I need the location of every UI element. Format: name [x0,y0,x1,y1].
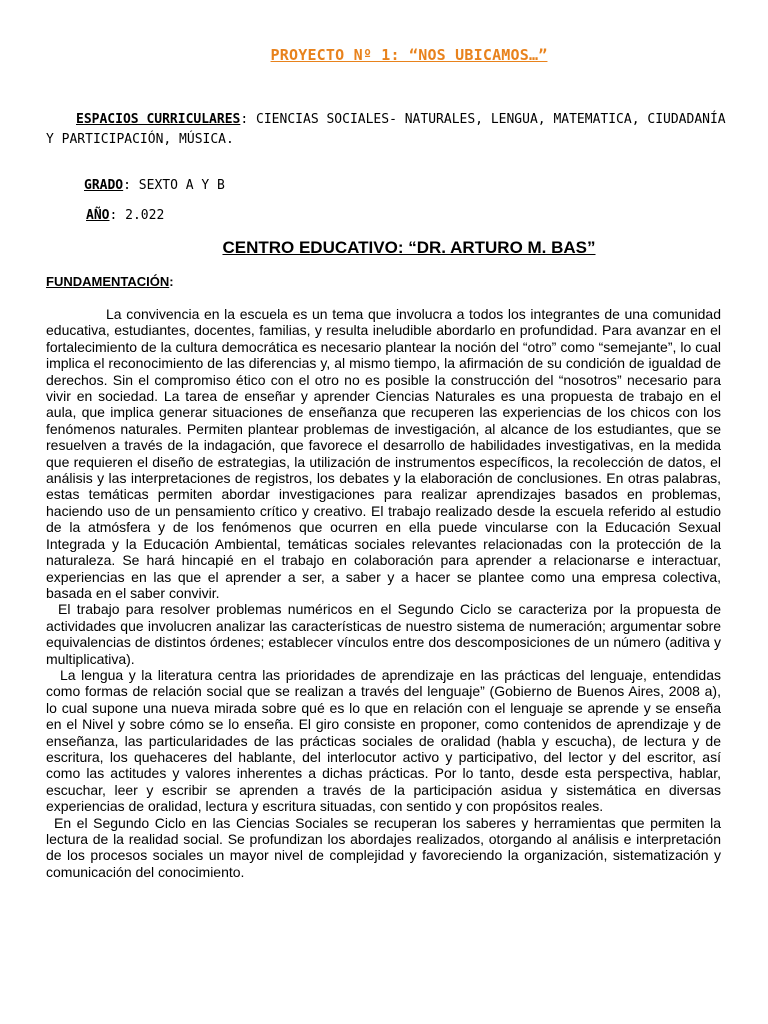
curricular-spaces-value: : CIENCIAS SOCIALES- NATURALES, LENGUA, MATEMATICA, CIUDADANÍA Y PARTICIPACIÓN, MÚSICA. [46,112,726,147]
year-value: : 2.022 [109,208,165,223]
project-title: PROYECTO Nº 1: “NOS UBICAMOS…” [270,46,548,64]
body-text [46,306,721,880]
paragraph-convivencia: La convivencia en la escuela es un tema que involucra a todos los integrantes de una comunidad educativa, estudiantes, docentes, familias, y resulta ineludible abordarlo en profundidad. Para avanzar en el fortalecimiento de la cultura democrática es necesario plantear la noción del “otro” como “semejante”, lo cual implica el reconocimiento de las diferencias y, al mismo tiempo, la afirmación de su condición de igualdad de derechos. Sin el compromiso ético con el otro no es posible la construcción del “nosotros” necesario para vivir en sociedad. La tarea de enseñar y aprender Ciencias Naturales es una propuesta de trabajo en el aula, que implica generar situaciones de enseñanza que recuperen las experiencias de los chicos con los fenómenos naturales. Permiten plantear problemas de investigación, al alcance de los estudiantes, que se resuelven a través de la indagación, que favorece el desarrollo de habilidades investigativas, en la medida que requieren el diseño de estrategias, la utilización de instrumentos específicos, la recolección de datos, el análisis y las interpretaciones de registros, los debates y la elaboración de conclusiones. En otras palabras, estas temáticas permiten abordar investigaciones para realizar aprendizajes basados en problemas, haciendo uso de un pensamiento crítico y creativo. El trabajo realizado desde la escuela referido al estudio de la atmósfera y de los fenómenos que ocurren en ella puede vincularse con la Educación Sexual Integrada y la Educación Ambiental, temáticas sociales relevantes relacionadas con la protección de la naturaleza. Se hará hincapié en el trabajo en colaboración para aprender a relacionarse e interactuar, experiencias en las que el aprender a ser, a saber y a hacer se plantee como una empresa colectiva, basada en el saber convivir. [46,306,721,601]
fundamentacion-heading [46,274,174,289]
fundamentacion-label: FUNDAMENTACIÓN [46,274,170,289]
paragraph-matematica: El trabajo para resolver problemas numéricos en el Segundo Ciclo se caracteriza por la propuesta de actividades que involucren analizar las características de nuestro sistema de numeración; argumentar sobre equivalencias de distintos órdenes; establecer vínculos entre dos descomposiciones de un número (aditiva y multiplicativa). [46,601,721,667]
school-name-heading: CENTRO EDUCATIVO: “DR. ARTURO M. BAS” [222,238,596,257]
fundamentacion-colon: : [169,274,174,289]
paragraph-ciencias-sociales: En el Segundo Ciclo en las Ciencias Sociales se recuperan los saberes y herramientas que permiten la lectura de la realidad social. Se profundizan los abordajes realizados, otorgando al análisis e interpretación de los procesos sociales un mayor nivel de complejidad y favoreciendo la organización, sistematización y comunicación del conocimiento. [46,814,721,880]
curricular-spaces [46,110,726,150]
year-line [86,206,164,226]
grade-label: GRADO [84,178,124,193]
curricular-spaces-label: ESPACIOS CURRICULARES [76,112,241,127]
grade-line [84,176,225,196]
grade-value: : SEXTO A Y B [123,178,225,193]
year-label: AÑO [86,208,110,223]
paragraph-lengua: La lengua y la literatura centra las prioridades de aprendizaje en las prácticas del lenguaje, entendidas como formas de relación social que se realizan a través del lenguaje” (Gobierno de Buenos Aires, 2008 a), lo cual supone una nueva mirada sobre qué es lo que en relación con el lenguaje se aprende y se enseña en el Nivel y sobre cómo se lo enseña. El giro consiste en proponer, como contenidos de aprendizaje y de enseñanza, las particularidades de las prácticas sociales de oralidad (habla y escucha), de lectura y de escritura, los quehaceres del hablante, del interlocutor activo y participativo, del lector y del escritor, así como las actitudes y valores inherentes a dichas prácticas. Por lo tanto, desde esta perspectiva, hablar, escuchar, leer y escribir se aprenden a través de la participación asidua y sistemática en diversas experiencias de oralidad, lectura y escritura situadas, con sentido y con propósitos reales. [46,666,721,815]
